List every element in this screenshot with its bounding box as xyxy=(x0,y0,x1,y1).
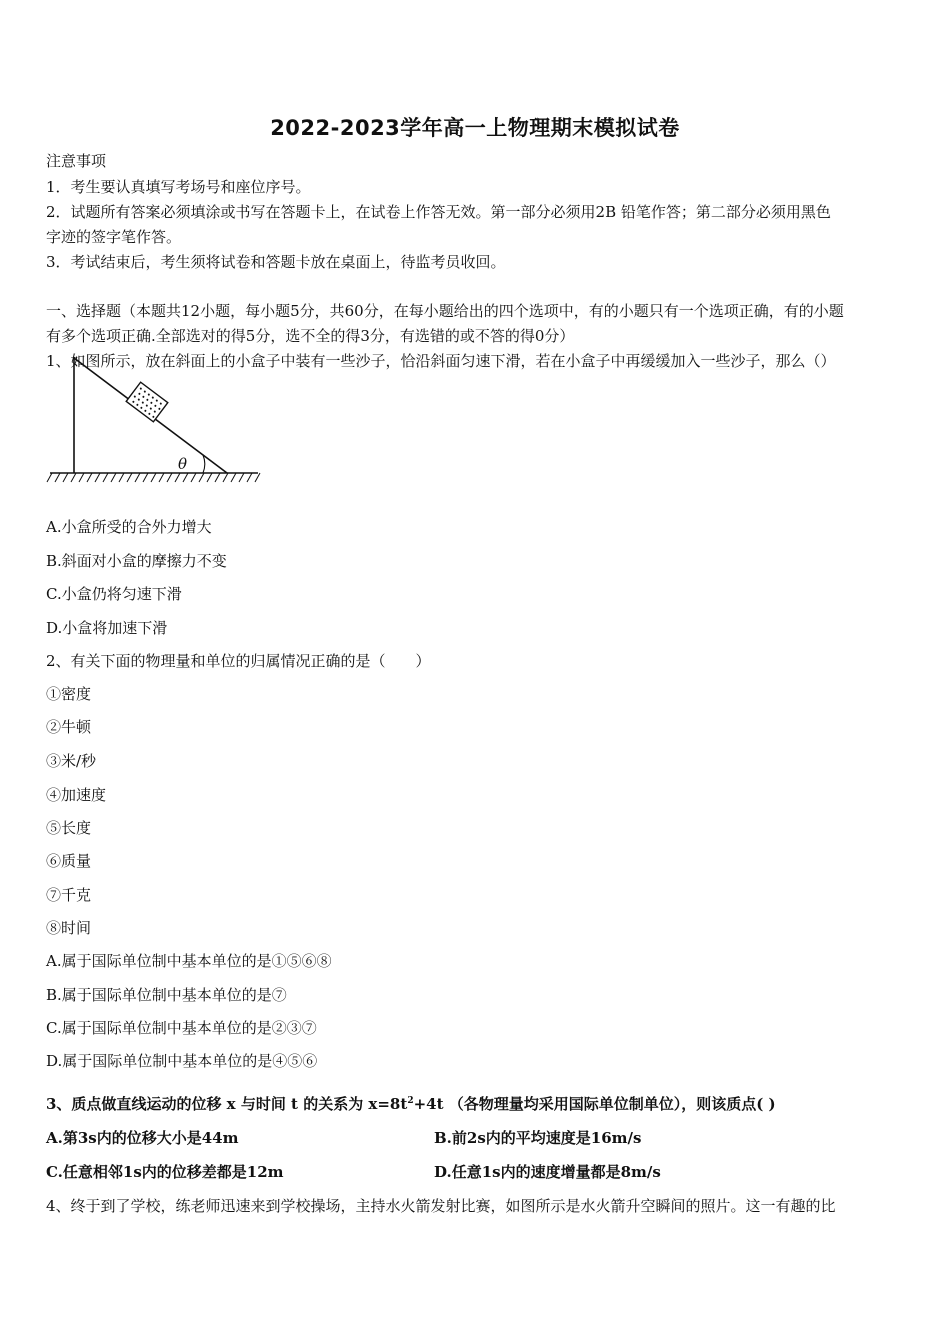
q1-option-a: A.小盒所受的合外力增大 xyxy=(46,518,212,536)
q2-option-b: B.属于国际单位制中基本单位的是⑦ xyxy=(46,986,287,1004)
q2-option-a: A.属于国际单位制中基本单位的是①⑤⑥⑧ xyxy=(46,952,332,970)
question-3-stem xyxy=(46,1094,776,1114)
q2-item: ③米/秒 xyxy=(46,752,97,770)
q3-option-d: D.任意1s内的速度增量都是8m/s xyxy=(434,1163,661,1181)
q3-stem-part2: +4t （各物理量均采用国际单位制单位），则该质点( ) xyxy=(413,1095,776,1113)
q3-option-a: A.第3s内的位移大小是44m xyxy=(46,1129,239,1147)
q2-option-c: C.属于国际单位制中基本单位的是②③⑦ xyxy=(46,1019,317,1037)
q2-item: ②牛顿 xyxy=(46,718,92,736)
q2-item: ⑥质量 xyxy=(46,852,92,870)
question-2-stem: 2、有关下面的物理量和单位的归属情况正确的是（ ） xyxy=(46,652,431,670)
page-title: 2022-2023学年高一上物理期末模拟试卷 xyxy=(270,116,680,140)
section-heading: 一、选择题（本题共12小题，每小题5分，共60分，在每小题给出的四个选项中，有的小题只有一个选项正确，有的小题 xyxy=(46,302,844,320)
q3-stem-part1: 3、质点做直线运动的位移 x 与时间 t 的关系为 x=8t xyxy=(46,1095,408,1113)
section-heading-cont: 有多个选项正确.全部选对的得5分，选不全的得3分，有选错的或不答的得0分） xyxy=(46,327,575,345)
angle-label: θ xyxy=(178,455,188,473)
q2-option-d: D.属于国际单位制中基本单位的是④⑤⑥ xyxy=(46,1052,318,1070)
q3-stem-exponent: 2 xyxy=(407,1096,414,1106)
q2-item: ④加速度 xyxy=(46,786,107,804)
q2-item: ①密度 xyxy=(46,685,92,703)
q2-item: ⑦千克 xyxy=(46,886,92,904)
q2-item: ⑤长度 xyxy=(46,819,92,837)
notice-item: 字迹的签字笔作答。 xyxy=(46,228,182,246)
notice-item: 2．试题所有答案必须填涂或书写在答题卡上，在试卷上作答无效。第一部分必须用2B 铅笔作答；第二部分必须用黑色 xyxy=(46,203,831,221)
question-1-stem: 1、如图所示，放在斜面上的小盒子中装有一些沙子，恰沿斜面匀速下滑，若在小盒子中再缓缓加入一些沙子，那么（） xyxy=(46,352,836,370)
q2-item: ⑧时间 xyxy=(46,919,92,937)
notice-heading: 注意事项 xyxy=(46,152,107,170)
q1-option-b: B.斜面对小盒的摩擦力不变 xyxy=(46,552,227,570)
question-4-stem: 4、终于到了学校，练老师迅速来到学校操场，主持水火箭发射比赛，如图所示是水火箭升空瞬间的照片。这一有趣的比 xyxy=(46,1197,836,1215)
q3-option-c: C.任意相邻1s内的位移差都是12m xyxy=(46,1163,284,1181)
q1-option-d: D.小盒将加速下滑 xyxy=(46,619,168,637)
incline-figure xyxy=(44,352,266,490)
notice-item: 3．考试结束后，考生须将试卷和答题卡放在桌面上，待监考员收回。 xyxy=(46,253,506,271)
notice-item: 1．考生要认真填写考场号和座位序号。 xyxy=(46,178,311,196)
q1-option-c: C.小盒仍将匀速下滑 xyxy=(46,585,182,603)
q3-option-b: B.前2s内的平均速度是16m/s xyxy=(434,1129,642,1147)
